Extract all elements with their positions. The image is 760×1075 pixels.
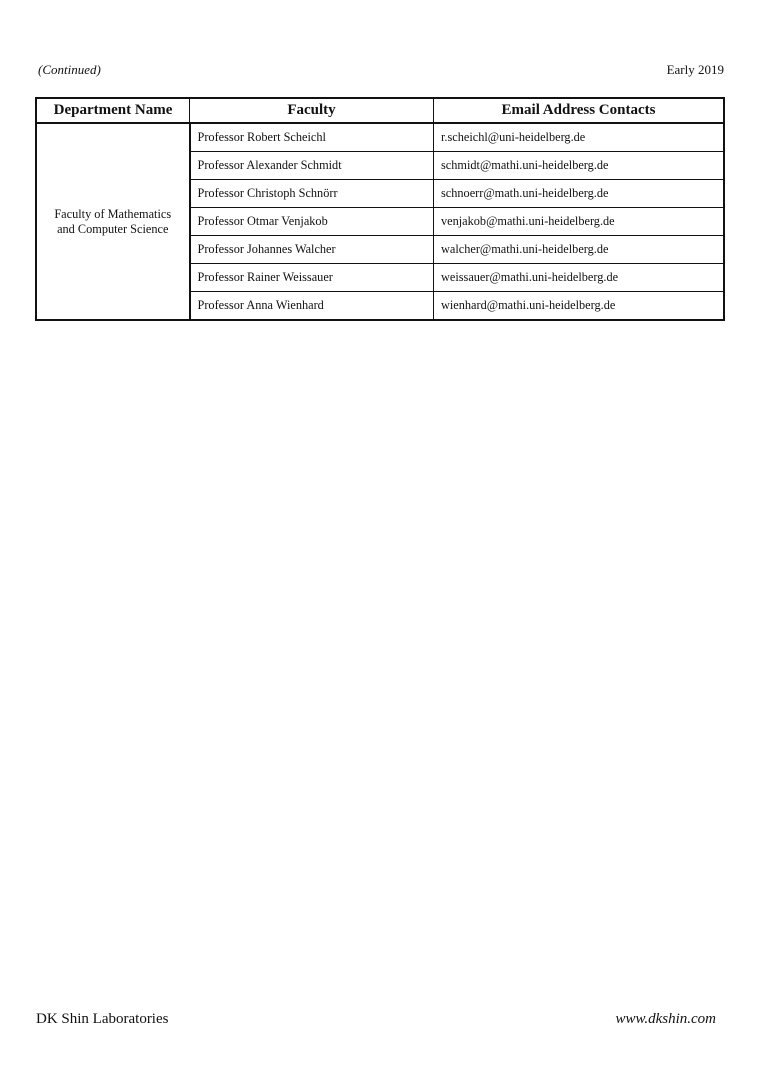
- faculty-cell: Professor Robert Scheichl: [190, 123, 434, 152]
- department-name-cell: [36, 123, 190, 320]
- continued-label: (Continued): [38, 62, 101, 77]
- department-name-line2: and Computer Science: [57, 221, 169, 236]
- column-header-faculty: Faculty: [190, 98, 434, 123]
- faculty-cell: Professor Christoph Schnörr: [190, 180, 434, 208]
- email-cell: schmidt@mathi.uni-heidelberg.de: [434, 152, 725, 180]
- table-header: [36, 98, 724, 123]
- faculty-contacts-table: [35, 97, 725, 321]
- footer-company: DK Shin Laboratories: [36, 1011, 169, 1027]
- column-header-department: Department Name: [36, 98, 190, 123]
- email-cell: weissauer@mathi.uni-heidelberg.de: [434, 264, 725, 292]
- column-header-email: Email Address Contacts: [434, 98, 725, 123]
- email-cell: venjakob@mathi.uni-heidelberg.de: [434, 208, 725, 236]
- footer-website: www.dkshin.com: [615, 1011, 716, 1027]
- faculty-cell: Professor Anna Wienhard: [190, 292, 434, 321]
- email-cell: wienhard@mathi.uni-heidelberg.de: [434, 292, 725, 321]
- table-body: [36, 123, 724, 320]
- email-cell: walcher@mathi.uni-heidelberg.de: [434, 236, 725, 264]
- faculty-cell: Professor Alexander Schmidt: [190, 152, 434, 180]
- department-name-line1: Faculty of Mathematics: [54, 206, 172, 221]
- table-row: [36, 123, 724, 152]
- header-row: [36, 98, 724, 123]
- faculty-cell: Professor Rainer Weissauer: [190, 264, 434, 292]
- email-cell: r.scheichl@uni-heidelberg.de: [434, 123, 725, 152]
- date-label: Early 2019: [666, 62, 724, 77]
- faculty-cell: Professor Johannes Walcher: [190, 236, 434, 264]
- faculty-cell: Professor Otmar Venjakob: [190, 208, 434, 236]
- email-cell: schnoerr@math.uni-heidelberg.de: [434, 180, 725, 208]
